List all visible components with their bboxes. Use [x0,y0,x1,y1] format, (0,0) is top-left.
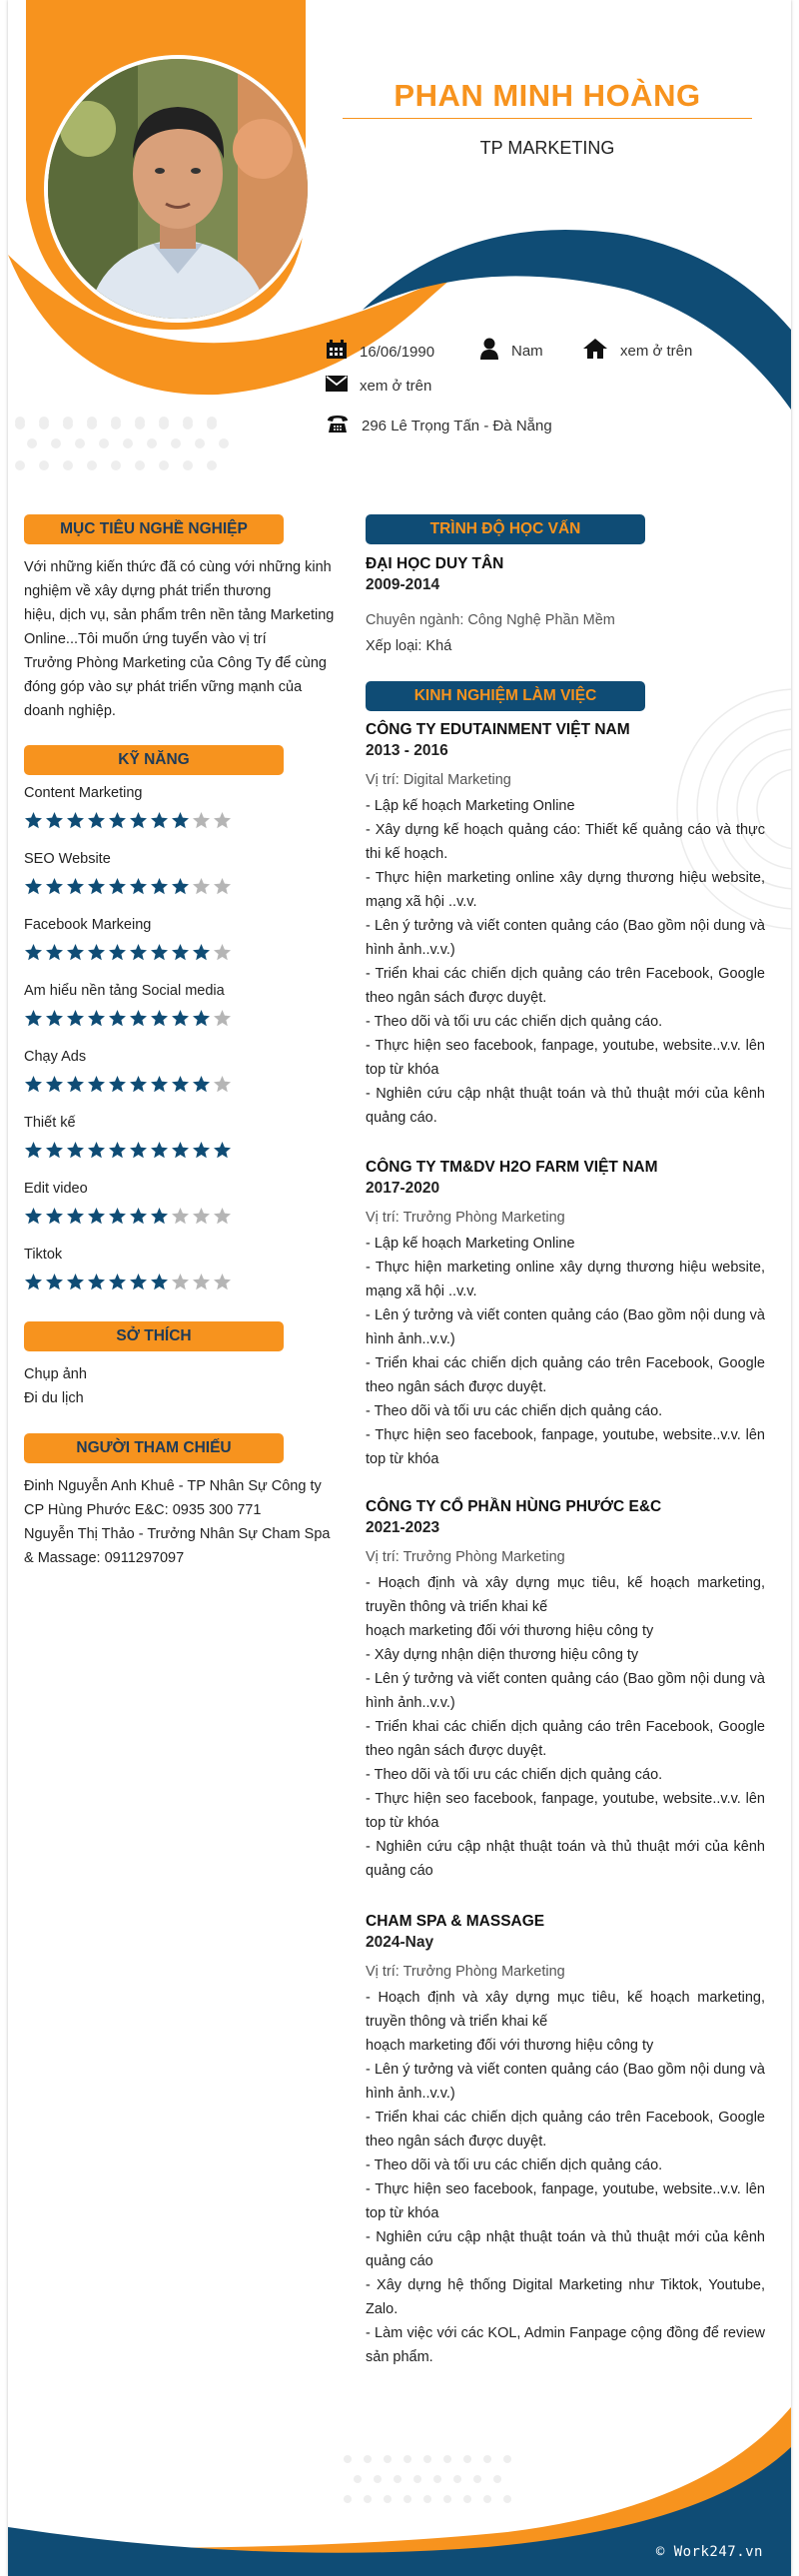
job-duty: hoạch marketing đối với thương hiệu công ty [366,1623,654,1639]
education-grade: Xếp loại: Khá [366,638,452,654]
hobby-item: Chụp ảnh [24,1366,87,1382]
experience-item [366,1498,765,1883]
star-filled-icon [66,1009,85,1028]
mail-icon [326,376,348,396]
star-filled-icon [129,943,148,962]
education-major: Chuyên ngành: Công Nghệ Phần Mềm [366,612,615,628]
skill-item [24,1181,324,1226]
experience-heading: KINH NGHIỆM LÀM VIỆC [366,681,645,711]
education-school: ĐẠI HỌC DUY TÂN [366,555,504,572]
job-duty: - Làm việc với các KOL, Admin Fanpage cộng đồng để review sản phẩm. [366,2325,765,2365]
skill-item [24,1247,324,1291]
star-filled-icon [171,877,190,896]
star-filled-icon [45,1141,64,1160]
job-period: 2021-2023 [366,1519,440,1536]
star-filled-icon [108,811,127,830]
skill-rating [24,943,324,962]
star-filled-icon [87,811,106,830]
reference-line: Đinh Nguyễn Anh Khuê - TP Nhân Sự Công ty [24,1478,322,1494]
hobbies-list [24,1362,354,1410]
references-heading: NGƯỜI THAM CHIẾU [24,1433,284,1463]
star-filled-icon [108,877,127,896]
objective-line: Với những kiến thức đã có cùng với những kinh [24,559,332,575]
company-name: CÔNG TY CỔ PHẦN HÙNG PHƯỚC E&C [366,1498,662,1515]
skill-name: Facebook Markeing [24,917,152,933]
star-filled-icon [66,1141,85,1160]
job-duty: - Nghiên cứu cập nhật thuật toán và thủ thuật mới của kênh quảng cáo. [366,1086,765,1126]
skill-item [24,1049,324,1094]
star-filled-icon [45,1075,64,1094]
star-filled-icon [66,1075,85,1094]
hobby-item: Đi du lịch [24,1390,84,1406]
star-filled-icon [129,1207,148,1226]
star-empty-icon [192,1273,211,1291]
job-duty: - Theo dõi và tối ưu các chiến dịch quảng cáo. [366,1403,663,1419]
job-duty: - Lên ý tưởng và viết conten quảng cáo (Bao gồm nội dung và hình ảnh..v.v.) [366,2062,765,2102]
star-filled-icon [87,1075,106,1094]
star-filled-icon [108,1009,127,1028]
star-filled-icon [24,1141,43,1160]
skill-item [24,785,324,830]
skill-item [24,983,324,1028]
star-filled-icon [129,1009,148,1028]
objective-line: doanh nghiệp. [24,703,116,719]
job-role: Vị trí: Trưởng Phòng Marketing [366,1210,565,1226]
job-duty: - Lên ý tưởng và viết conten quảng cáo (Bao gồm nội dung và hình ảnh..v.v.) [366,1307,765,1347]
cv-page [8,0,791,2576]
job-period: 2013 - 2016 [366,742,448,759]
job-duty: - Thực hiện seo facebook, fanpage, youtube, website..v.v. lên top từ khóa [366,2181,765,2221]
company-name: CÔNG TY EDUTAINMENT VIỆT NAM [366,721,630,738]
skill-rating [24,1009,324,1028]
star-filled-icon [24,1207,43,1226]
star-filled-icon [24,811,43,830]
job-period: 2017-2020 [366,1180,440,1197]
reference-line: CP Hùng Phước E&C: 0935 300 771 [24,1502,262,1518]
star-filled-icon [66,1207,85,1226]
company-name: CÔNG TY TM&DV H2O FARM VIỆT NAM [366,1159,658,1176]
skill-item [24,851,324,896]
skill-rating [24,1207,324,1226]
star-filled-icon [108,1207,127,1226]
objective-heading: MỤC TIÊU NGHỀ NGHIỆP [24,514,284,544]
address-value: 296 Lê Trọng Tấn - Đà Nẵng [362,417,552,434]
star-filled-icon [24,1009,43,1028]
references-text [24,1474,364,1570]
star-filled-icon [129,1075,148,1094]
company-name: CHAM SPA & MASSAGE [366,1913,545,1930]
star-filled-icon [87,943,106,962]
star-filled-icon [24,877,43,896]
skill-name: Thiết kế [24,1115,76,1131]
job-duty: - Lên ý tưởng và viết conten quảng cáo (Bao gồm nội dung và hình ảnh..v.v.) [366,918,765,958]
job-duty: - Xây dựng hệ thống Digital Marketing như Tiktok, Youtube, Zalo. [366,2277,765,2317]
job-role: Vị trí: Digital Marketing [366,772,511,788]
star-filled-icon [150,811,169,830]
contact-birthday [326,340,434,364]
job-duty: - Triển khai các chiến dịch quảng cáo trên Facebook, Google theo ngân sách được duyệt. [366,966,765,1006]
star-filled-icon [129,877,148,896]
star-filled-icon [45,943,64,962]
job-duty: - Hoạch định và xây dựng mục tiêu, kế hoạch marketing, truyền thông và triển khai kế [366,1575,765,1615]
skill-name: Am hiểu nền tảng Social media [24,983,225,999]
job-duty: - Xây dựng kế hoạch quảng cáo: Thiết kế quảng cáo và thực thi kế hoạch. [366,822,765,862]
skill-item [24,917,324,962]
address-short-value: xem ở trên [620,342,693,360]
star-filled-icon [129,811,148,830]
job-duty: - Lên ý tưởng và viết conten quảng cáo (Bao gồm nội dung và hình ảnh..v.v.) [366,1671,765,1711]
star-empty-icon [171,1273,190,1291]
star-filled-icon [24,943,43,962]
job-duty: - Hoạch định và xây dựng mục tiêu, kế hoạch marketing, truyền thông và triển khai kế [366,1990,765,2030]
star-filled-icon [192,1009,211,1028]
skill-name: Content Marketing [24,785,143,801]
objective-text [24,555,354,723]
gender-value: Nam [511,342,543,360]
reference-line: & Massage: 0911297097 [24,1550,185,1566]
contact-gender [479,338,543,364]
footer-credit: © Work247.vn [655,2544,763,2560]
star-filled-icon [192,1141,211,1160]
job-duty: - Triển khai các chiến dịch quảng cáo trên Facebook, Google theo ngân sách được duyệt. [366,1355,765,1395]
hobbies-heading: SỞ THÍCH [24,1321,284,1351]
skill-name: Tiktok [24,1247,63,1263]
star-filled-icon [150,1141,169,1160]
reference-line: Nguyễn Thị Thảo - Trưởng Nhân Sự Cham Spa [24,1526,331,1542]
skill-rating [24,1075,324,1094]
star-empty-icon [192,877,211,896]
objective-line: Trưởng Phòng Marketing của Công Ty để cùng [24,655,327,671]
star-filled-icon [66,877,85,896]
skills-heading: KỸ NĂNG [24,745,284,775]
star-empty-icon [213,811,232,830]
star-filled-icon [150,1273,169,1291]
star-filled-icon [66,943,85,962]
job-period: 2024-Nay [366,1934,434,1951]
job-duty: - Nghiên cứu cập nhật thuật toán và thủ thuật mới của kênh quảng cáo [366,1839,765,1879]
star-filled-icon [192,1075,211,1094]
dot-pattern-left [8,400,248,479]
star-filled-icon [87,877,106,896]
objective-line: đóng góp vào sự phát triển vững mạnh của [24,679,303,695]
job-duty: - Xây dựng nhận diện thương hiệu công ty [366,1647,639,1663]
skill-rating [24,811,324,830]
star-filled-icon [45,811,64,830]
education-period: 2009-2014 [366,576,440,593]
star-empty-icon [213,1075,232,1094]
star-filled-icon [150,1075,169,1094]
star-empty-icon [213,877,232,896]
education-heading: TRÌNH ĐỘ HỌC VẤN [366,514,645,544]
star-empty-icon [213,1009,232,1028]
star-filled-icon [108,1273,127,1291]
email-value: xem ở trên [360,377,432,395]
star-filled-icon [87,1273,106,1291]
job-duty: - Thực hiện marketing online xây dựng thương hiệu website, mạng xã hội ..v.v. [366,870,765,910]
skill-rating [24,1141,324,1160]
experience-item [366,721,765,1130]
job-duty: - Theo dõi và tối ưu các chiến dịch quảng cáo. [366,1014,663,1030]
job-role: Vị trí: Trưởng Phòng Marketing [366,1964,565,1980]
job-duty: - Lập kế hoạch Marketing Online [366,798,575,814]
star-empty-icon [213,1273,232,1291]
job-duty: - Triển khai các chiến dịch quảng cáo trên Facebook, Google theo ngân sách được duyệt. [366,1719,765,1759]
job-role: Vị trí: Trưởng Phòng Marketing [366,1549,565,1565]
star-filled-icon [171,1141,190,1160]
star-filled-icon [87,1207,106,1226]
phone-icon [326,414,350,437]
star-filled-icon [108,1075,127,1094]
star-filled-icon [24,1273,43,1291]
objective-line: Online...Tôi muốn ứng tuyển vào vị trí [24,631,267,647]
job-duty: hoạch marketing đối với thương hiệu công ty [366,2038,654,2054]
skill-name: SEO Website [24,851,111,867]
experience-item [366,1159,765,1471]
star-empty-icon [213,1207,232,1226]
skill-name: Chạy Ads [24,1049,87,1065]
star-empty-icon [192,811,211,830]
job-duty: - Triển khai các chiến dịch quảng cáo trên Facebook, Google theo ngân sách được duyệt. [366,2110,765,2149]
star-filled-icon [45,1273,64,1291]
star-filled-icon [66,811,85,830]
star-filled-icon [129,1141,148,1160]
star-filled-icon [171,1075,190,1094]
objective-line: hiệu, dịch vụ, sản phẩm trên nền tảng Marketing [24,607,335,623]
job-duty: - Thực hiện seo facebook, fanpage, youtube, website..v.v. lên top từ khóa [366,1427,765,1467]
star-empty-icon [192,1207,211,1226]
star-filled-icon [150,877,169,896]
job-duty: - Theo dõi và tối ưu các chiến dịch quảng cáo. [366,1767,663,1783]
experience-item [366,1913,765,2369]
calendar-icon [326,340,348,364]
star-empty-icon [213,943,232,962]
job-duty: - Thực hiện seo facebook, fanpage, youtube, website..v.v. lên top từ khóa [366,1791,765,1831]
star-filled-icon [66,1273,85,1291]
star-filled-icon [171,811,190,830]
star-filled-icon [87,1141,106,1160]
skill-name: Edit video [24,1181,88,1197]
skill-rating [24,877,324,896]
job-duty: - Theo dõi và tối ưu các chiến dịch quảng cáo. [366,2157,663,2173]
job-title: TP MARKETING [479,138,615,158]
star-filled-icon [171,943,190,962]
star-filled-icon [150,1009,169,1028]
contact-address-short [582,338,692,364]
star-filled-icon [87,1009,106,1028]
contact-email [326,376,431,396]
job-duty: - Nghiên cứu cập nhật thuật toán và thủ thuật mới của kênh quảng cáo [366,2229,765,2269]
star-filled-icon [45,877,64,896]
star-filled-icon [45,1009,64,1028]
star-filled-icon [129,1273,148,1291]
star-filled-icon [108,1141,127,1160]
job-duty: - Thực hiện seo facebook, fanpage, youtube, website..v.v. lên top từ khóa [366,1038,765,1078]
star-filled-icon [213,1141,232,1160]
star-filled-icon [24,1075,43,1094]
star-filled-icon [171,1009,190,1028]
skill-item [24,1115,324,1160]
home-icon [582,338,608,364]
profile-photo [44,55,312,323]
star-filled-icon [192,943,211,962]
name-divider [343,118,752,119]
education-block [366,555,765,658]
job-duty: - Lập kế hoạch Marketing Online [366,1236,575,1252]
star-filled-icon [45,1207,64,1226]
skill-rating [24,1273,324,1291]
star-filled-icon [108,943,127,962]
contact-address [326,414,552,437]
objective-line: nghiệm về xây dựng phát triển thương [24,583,272,599]
star-filled-icon [150,943,169,962]
birthday-value: 16/06/1990 [360,343,435,361]
job-duty: - Thực hiện marketing online xây dựng thương hiệu website, mạng xã hội ..v.v. [366,1260,765,1299]
star-filled-icon [150,1207,169,1226]
star-empty-icon [171,1207,190,1226]
person-icon [479,338,499,364]
candidate-name: PHAN MINH HOÀNG [394,78,701,113]
